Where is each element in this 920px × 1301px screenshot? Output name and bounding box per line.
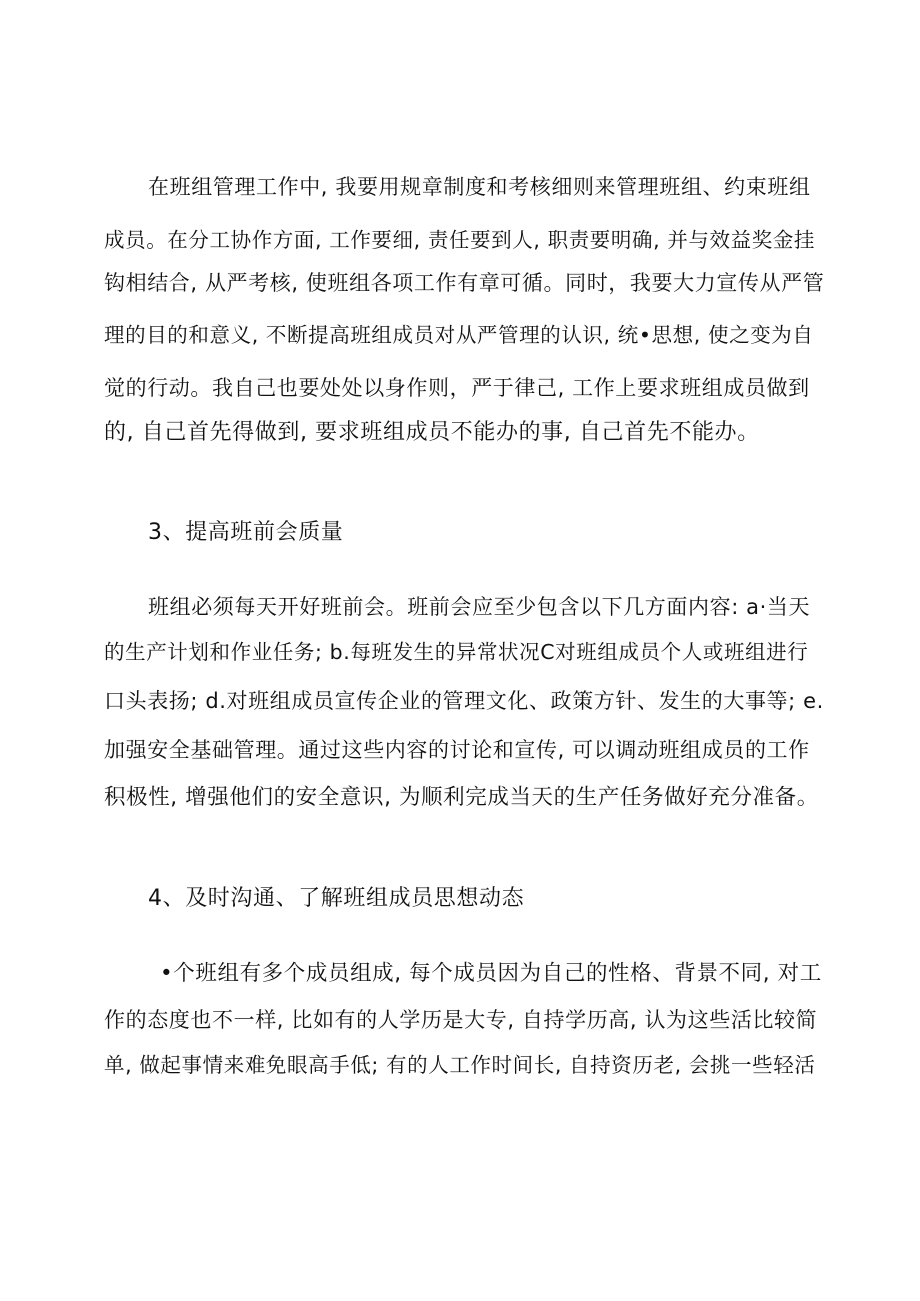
paragraph-1-line-2: 成员。在分工协作方面, 工作要细, 责任要到人, 职责要明确, 并与效益奖金挂 (104, 228, 816, 252)
paragraph-1-line-5: 觉的行动。我自己也要处处以身作则，严于律己, 工作上要求班组成员做到 (104, 376, 810, 400)
paragraph-3-line-3: 单, 做起事情来难免眼高手低; 有的人工作时间长, 自持资历老, 会挑一些轻活 (104, 1053, 816, 1077)
paragraph-2-line-1: 班组必须每天开好班前会。班前会应至少包含以下几方面内容: a·当天 (148, 595, 811, 619)
paragraph-1-line-4: 理的目的和意义, 不断提高班组成员对从严管理的认识, 统•思想, 使之变为自 (104, 323, 814, 347)
paragraph-1-line-1: 在班组管理工作中, 我要用规章制度和考核细则来管理班组、约束班组 (148, 175, 811, 199)
paragraph-2-line-5: 积极性, 增强他们的安全意识, 为顺利完成当天的生产任务做好充分准备。 (104, 785, 819, 810)
paragraph-2-line-3: 口头表扬; d.对班组成员宣传企业的管理文化、政策方针、发生的大事等; e. (104, 689, 824, 713)
paragraph-2-line-4: 加强安全基础管理。通过这些内容的讨论和宣传, 可以调动班组成员的工作 (104, 738, 810, 762)
paragraph-2-line-2: 的生产计划和作业任务; b.每班发生的异常状况C对班组成员个人或班组进行 (104, 640, 809, 664)
paragraph-3-line-1: •个班组有多个成员组成, 每个成员因为自己的性格、背景不同, 对工 (160, 961, 822, 986)
section-heading-3: 3、提高班前会质量 (148, 520, 344, 545)
section-heading-4: 4、及时沟通、了解班组成员思想动态 (148, 886, 525, 911)
paragraph-1-line-6: 的, 自己首先得做到, 要求班组成员不能办的事, 自己首先不能办。 (104, 420, 760, 445)
paragraph-3-line-2: 作的态度也不一样, 比如有的人学历是大专, 自持学历高, 认为这些活比较简 (104, 1008, 818, 1032)
paragraph-1-line-3: 钩相结合, 从严考核, 使班组各项工作有章可循。同时，我要大力宣传从严管 (104, 271, 824, 295)
